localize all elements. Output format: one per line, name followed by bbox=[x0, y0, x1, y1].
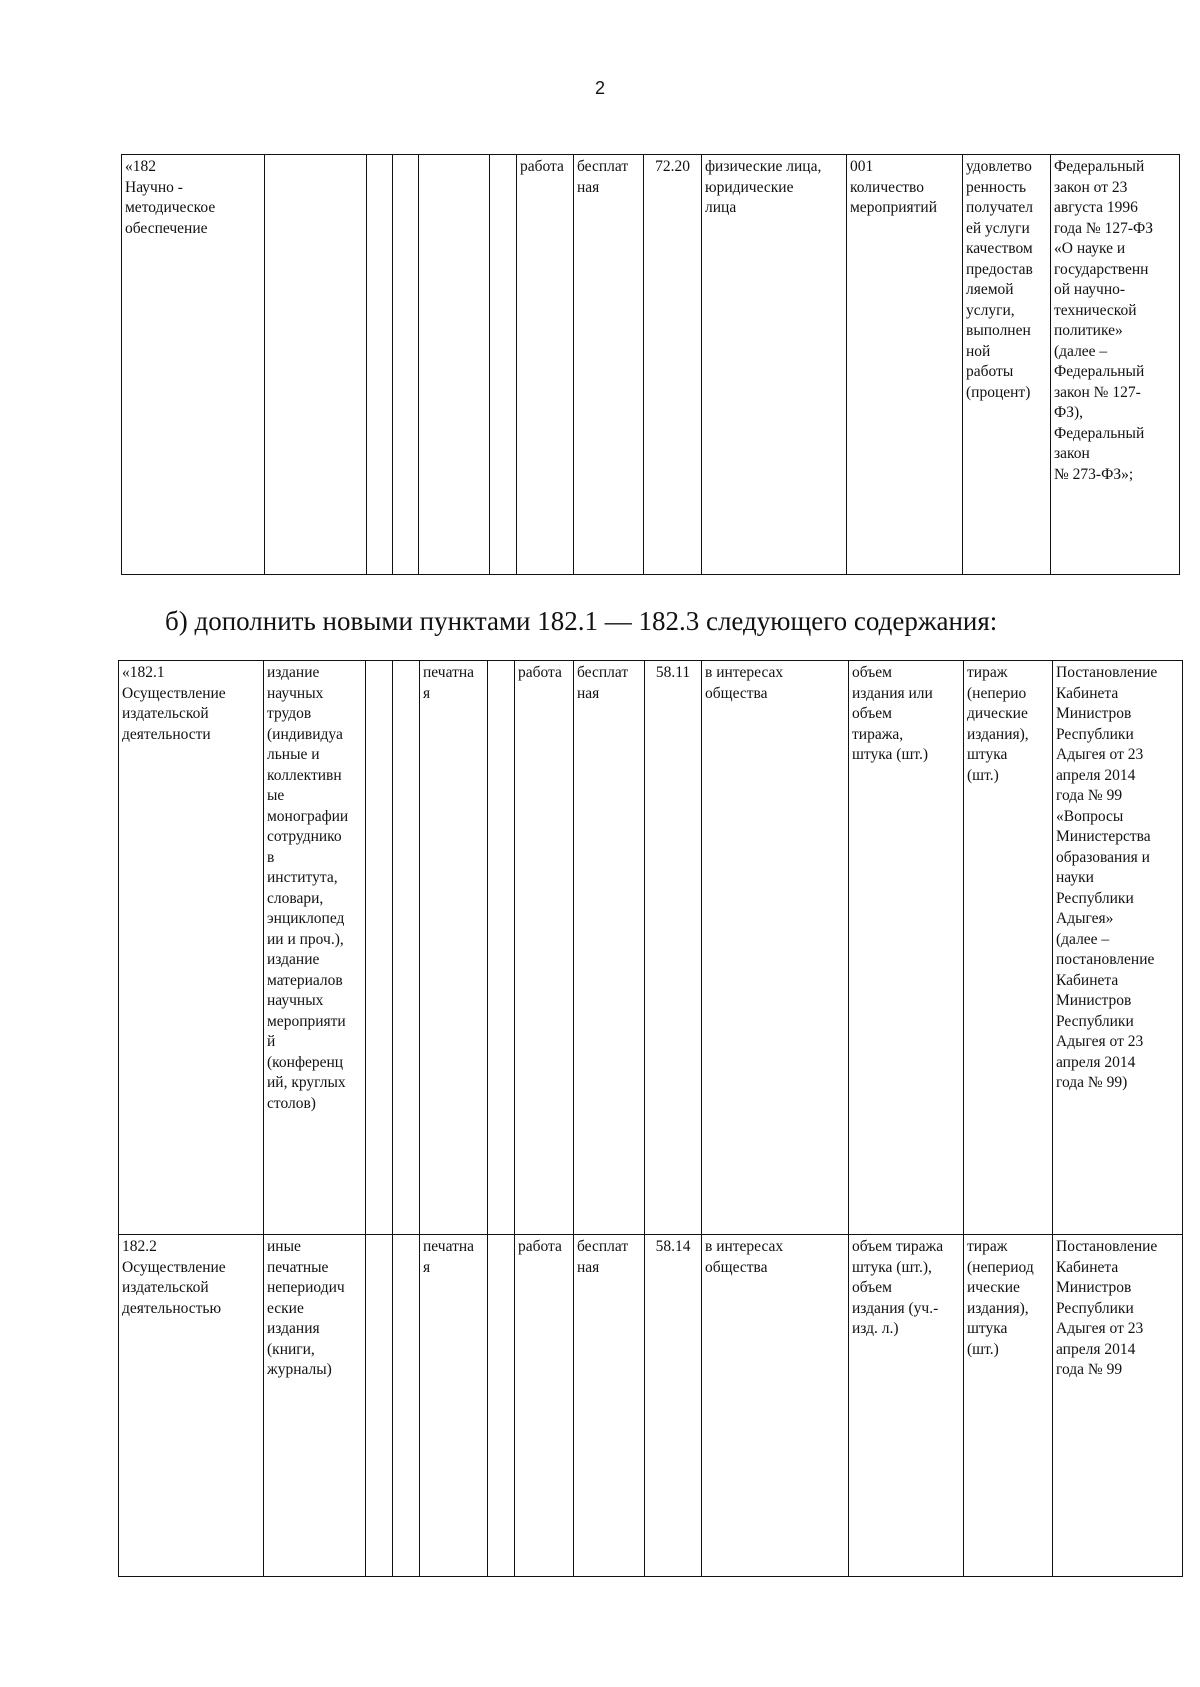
cell-empty bbox=[393, 1235, 420, 1577]
cell-code: 58.11 bbox=[645, 661, 702, 1235]
cell-item-name: «182 Научно - методическое обеспечение bbox=[122, 155, 265, 575]
cell-item-name: «182.1 Осуществление издательской деятельности bbox=[119, 661, 264, 1235]
cell-consumers: в интересах общества bbox=[702, 661, 849, 1235]
cell-content: иные печатные непериодич еские издания (книги, журналы) bbox=[264, 1235, 366, 1577]
page-number: 2 bbox=[594, 78, 605, 98]
cell-code: 58.14 bbox=[645, 1235, 702, 1577]
cell-empty bbox=[393, 661, 420, 1235]
cell-legal-basis: Постановление Кабинета Министров Республики Адыгея от 23 апреля 2014 года № 99 bbox=[1053, 1235, 1183, 1577]
cell-type: работа bbox=[517, 155, 574, 575]
cell-empty bbox=[490, 155, 517, 575]
cell-empty bbox=[393, 155, 419, 575]
amendment-heading: б) дополнить новыми пунктами 182.1 — 182.3 следующего содержания: bbox=[165, 606, 998, 636]
cell-quality-indicator: тираж (неперио дические издания), штука (шт.) bbox=[964, 661, 1053, 1235]
cell-code: 72.20 bbox=[644, 155, 702, 575]
cell-content: издание научных трудов (индивидуа льные и коллективн ые монографии сотруднико в института, словари, энциклопед ии и проч.), издание материалов научных мероприяти й (конференц ий, круглых столов) bbox=[264, 661, 366, 1235]
cell-empty bbox=[488, 1235, 515, 1577]
cell-form bbox=[419, 155, 490, 575]
cell-empty bbox=[366, 661, 393, 1235]
cell-legal-basis: Федеральный закон от 23 августа 1996 года № 127-ФЗ «О науке и государственн ой научно- технической политике» (далее – Федеральный закон № 127- ФЗ), Федеральный закон № 273-ФЗ»; bbox=[1051, 155, 1180, 575]
cell-payment: бесплат ная bbox=[574, 661, 645, 1235]
cell-empty bbox=[488, 661, 515, 1235]
cell-type: работа bbox=[515, 661, 574, 1235]
cell-quality-indicator: тираж (непериод ические издания), штука (шт.) bbox=[964, 1235, 1053, 1577]
cell-payment: бесплат ная bbox=[574, 1235, 645, 1577]
cell-empty bbox=[366, 1235, 393, 1577]
cell-form: печатна я bbox=[420, 1235, 488, 1577]
cell-volume-indicator: 001 количество мероприятий bbox=[847, 155, 963, 575]
cell-consumers: физические лица, юридические лица bbox=[702, 155, 847, 575]
cell-form: печатна я bbox=[420, 661, 488, 1235]
cell-quality-indicator: удовлетво ренность получател ей услуги качеством предостав ляемой услуги, выполнен ной работы (процент) bbox=[963, 155, 1051, 575]
cell-volume-indicator: объем тиража штука (шт.), объем издания (уч.- изд. л.) bbox=[849, 1235, 964, 1577]
table-row bbox=[119, 661, 1183, 1235]
table-row bbox=[122, 155, 1180, 575]
cell-empty bbox=[367, 155, 393, 575]
cell-payment: бесплат ная bbox=[574, 155, 644, 575]
cell-volume-indicator: объем издания или объем тиража, штука (шт.) bbox=[849, 661, 964, 1235]
services-table-bottom bbox=[118, 660, 1183, 1577]
services-table-top bbox=[121, 154, 1180, 575]
cell-item-name: 182.2 Осуществление издательской деятельностью bbox=[119, 1235, 264, 1577]
cell-type: работа bbox=[515, 1235, 574, 1577]
table-row bbox=[119, 1235, 1183, 1577]
cell-content bbox=[265, 155, 367, 575]
cell-legal-basis: Постановление Кабинета Министров Республики Адыгея от 23 апреля 2014 года № 99 «Вопросы Министерства образования и науки Республики Адыгея» (далее – постановление Кабинета Министров Республики Адыгея от 23 апреля 2014 года № 99) bbox=[1053, 661, 1183, 1235]
cell-consumers: в интересах общества bbox=[702, 1235, 849, 1577]
